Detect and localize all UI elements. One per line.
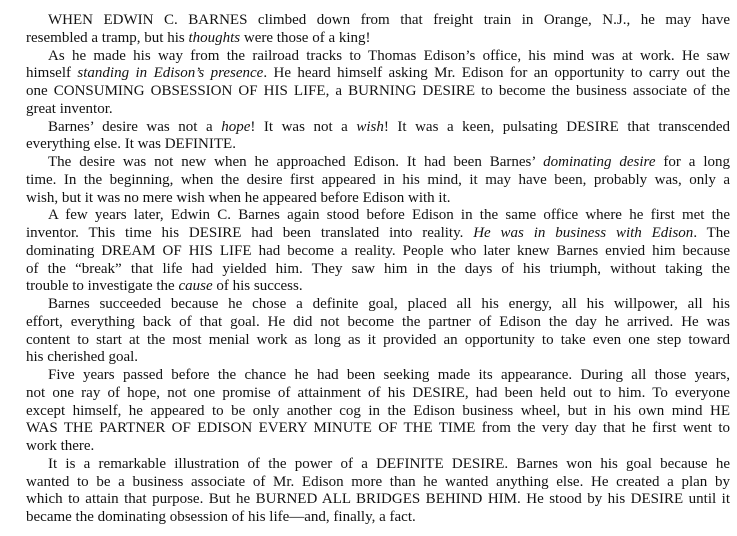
text-run: content to start at the most menial work as long as it provided an opportunity to take even one step toward [26,331,730,348]
text-run: Five years passed before the chance he had been seeking made its appearance. During all those years, [48,367,730,383]
text-run: wanted to be a business associate of Mr. Edison more than he wanted anything else. He created a plan by [26,473,730,490]
text-run: great inventor. [26,100,113,117]
text-line [26,385,730,403]
text-run: his cherished goal. [26,349,139,366]
text-line [26,349,730,367]
paragraph [26,154,730,207]
text-run: were those of a king! [240,29,371,46]
text-run: dominating DREAM OF HIS LIFE had become a reality. People who later knew Barnes envied him because [26,242,730,259]
italic-text-run: dominating desire [543,154,656,170]
text-run: for a long [655,154,731,170]
paragraph [26,367,730,456]
text-line [26,332,730,350]
text-line [26,136,730,154]
text-run: effort, everything back of that goal. He did not become the partner of Edison the day he arrived. He was [26,313,730,330]
text-line [26,474,730,492]
text-line [26,261,730,279]
text-line [26,420,730,438]
text-line [26,12,730,30]
text-line [26,190,730,208]
text-run: inventor. This time his DESIRE had been translated into reality. [26,225,474,241]
text-run: A few years later, Edwin C. Barnes again stood before Edison in the same office where he first met the [48,207,730,224]
text-run: WAS THE PARTNER OF EDISON EVERY MINUTE OF THE TIME from the very day that he first went to [26,420,730,437]
paragraph [26,207,730,296]
text-run: himself [26,65,78,82]
text-line [26,456,730,474]
text-line [26,119,730,137]
text-run: ! It was not a [250,118,357,135]
text-line [26,491,730,509]
text-run: became the dominating obsession of his life—and, finally, a fact. [26,509,416,525]
text-run: one CONSUMING OBSESSION OF HIS LIFE, a BURNING DESIRE to become the business associate of the [26,83,730,99]
text-run: of the “break” that life had yielded him. They saw him in the days of his triumph, without taking the [26,260,730,277]
text-run: time. In the beginning, when the desire first appeared in his mind, it may have been, probably was, only a [26,171,730,188]
text-line [26,48,730,66]
text-run: ! It was a keen, pulsating DESIRE that transcended [383,118,730,135]
paragraph [26,119,730,155]
text-run: everything else. It was DEFINITE. [26,136,236,153]
text-line [26,243,730,261]
text-line [26,296,730,314]
text-run: which to attain that purpose. But he BURNED ALL BRIDGES BEHIND HIM. He stood by his DESIRE until it [26,491,730,508]
paragraph [26,456,730,527]
text-line [26,225,730,243]
text-line [26,65,730,83]
text-line [26,101,730,119]
text-run: work there. [26,438,95,454]
text-line [26,438,730,456]
paragraph [26,12,730,48]
text-run: not one ray of hope, not one promise of attainment of his DESIRE, had been held out to him. To everyone [26,384,730,401]
text-run: The desire was not new when he approached Edison. It had been Barnes’ [48,154,544,170]
text-run: except himself, he appeared to be only another cog in the Edison business wheel, but in his own mind HE [26,402,730,419]
text-line [26,403,730,421]
italic-text-run: standing in Edison’s presence [77,65,264,82]
text-line [26,314,730,332]
text-line [26,154,730,172]
paragraph [26,48,730,119]
text-line [26,278,730,296]
italic-text-run: wish [356,118,384,135]
italic-text-run: thoughts [188,29,241,46]
text-run: resembled a tramp, but his [26,29,189,46]
text-line [26,367,730,385]
text-run: trouble to investigate the [26,278,179,295]
text-run: It is a remarkable illustration of the power of a DEFINITE DESIRE. Barnes won his goal because he [48,455,730,472]
italic-text-run: He was in business with Edison [473,225,694,241]
text-run: of his success. [212,278,303,295]
paragraph [26,296,730,367]
text-run: . The [693,225,730,241]
page-text-block [26,12,730,527]
text-line [26,30,730,48]
text-line [26,83,730,101]
italic-text-run: hope [221,118,251,135]
text-run: As he made his way from the railroad tracks to Thomas Edison’s office, his mind was at work. He saw [48,47,730,64]
text-run: . He heard himself asking Mr. Edison for an opportunity to carry out the [263,65,731,82]
text-run: WHEN EDWIN C. BARNES climbed down from that freight train in Orange, N.J., he may have [48,12,730,28]
text-run: Barnes’ desire was not a [48,118,222,135]
text-line [26,172,730,190]
text-line [26,509,730,527]
text-line [26,207,730,225]
text-run: wish, but it was no mere wish when he appeared before Edison with it. [26,189,451,206]
text-run: Barnes succeeded because he chose a definite goal, placed all his energy, all his willpower, all his [48,296,730,312]
italic-text-run: cause [178,278,213,295]
